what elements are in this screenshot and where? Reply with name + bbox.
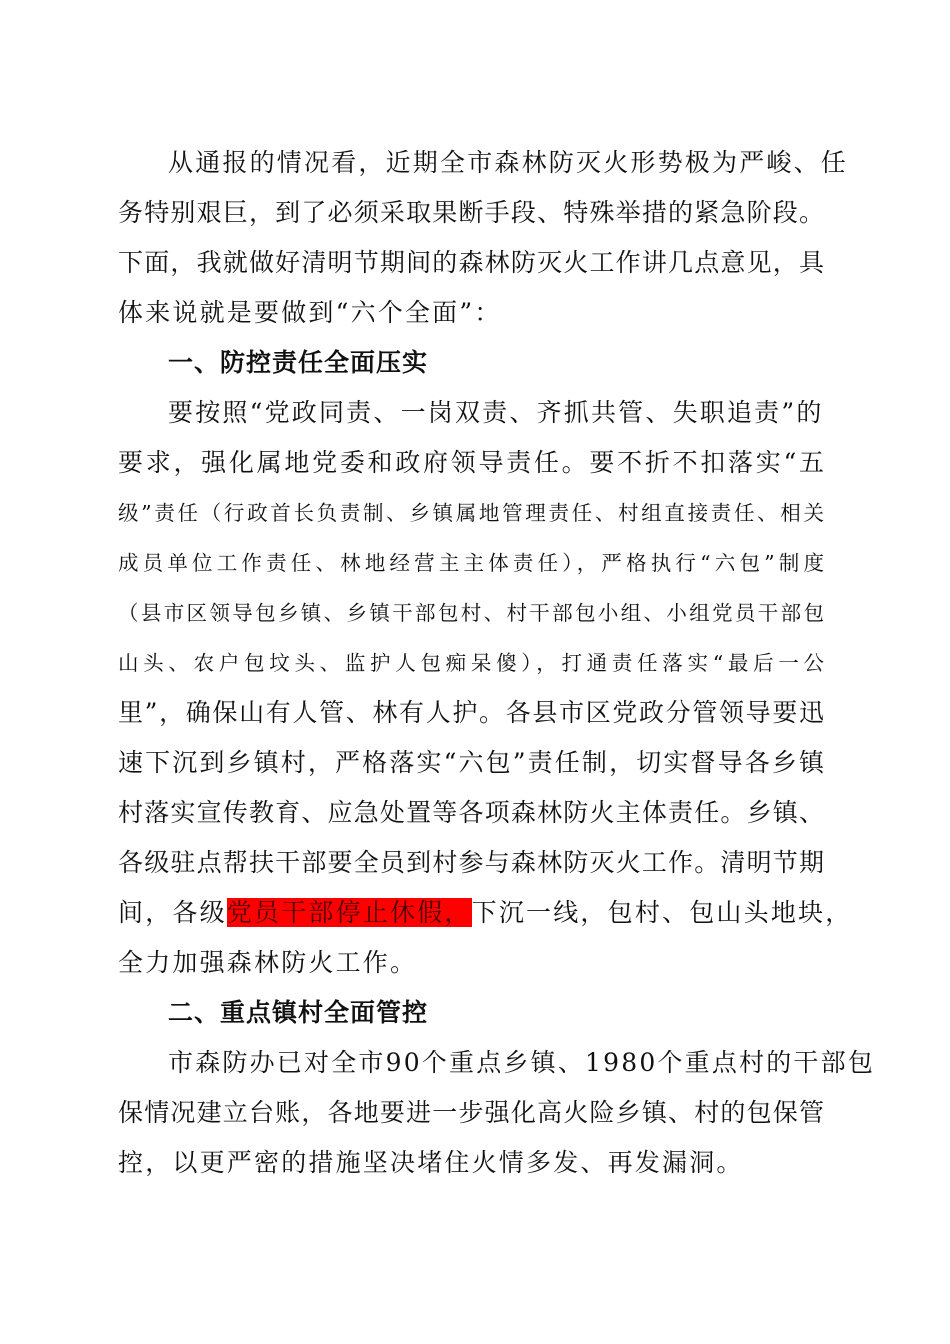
paragraph-1-line-12: 全力加强森林防火工作。	[118, 948, 418, 977]
section-heading-1: 一、防控责任全面压实	[168, 348, 429, 377]
paragraph-1-line-10: 各级驻点帮扶干部要全员到村参与森林防灭火工作。清明节期	[118, 848, 824, 877]
paragraph-1-line-3: 级”责任（行政首长负责制、乡镇属地管理责任、村组直接责任、相关	[118, 501, 824, 525]
paragraph-1-line-11	[118, 888, 853, 938]
paragraph-2-line-3: 控，以更严密的措施坚决堵住火情多发、再发漏洞。	[118, 1148, 744, 1177]
section-heading-2: 二、重点镇村全面管控	[168, 998, 429, 1027]
paragraph-2-line-2: 保情况建立台账，各地要进一步强化高火险乡镇、村的包保管	[118, 1098, 824, 1127]
paragraph-1-line-9: 村落实宣传教育、应急处置等各项森林防火主体责任。乡镇、	[118, 798, 824, 827]
paragraph-1-line-5: （县市区领导包乡镇、乡镇干部包村、村干部包小组、小组党员干部包	[118, 601, 824, 625]
paragraph-1-line-2: 要求，强化属地党委和政府领导责任。要不折不扣落实“五	[118, 448, 824, 477]
paragraph-1-line-1: 要按照“党政同责、一岗双责、齐抓共管、失职追责”的	[168, 398, 824, 427]
paragraph-intro-line-3: 下面，我就做好清明节期间的森林防灭火工作讲几点意见，具	[118, 248, 824, 277]
line-text: 间，各级	[118, 898, 227, 927]
paragraph-intro-line-4: 体来说就是要做到“六个全面”：	[118, 298, 502, 327]
paragraph-1-line-4: 成员单位工作责任、林地经营主主体责任），严格执行“六包”制度	[118, 551, 824, 575]
paragraph-2-line-1: 市森防办已对全市90个重点乡镇、1980个重点村的干部包	[168, 1048, 876, 1077]
paragraph-1-line-7: 里”，确保山有人管、林有人护。各县市区党政分管领导要迅	[118, 698, 824, 727]
paragraph-1-line-6: 山头、农户包坟头、监护人包痴呆傻），打通责任落实“最后一公	[118, 651, 824, 675]
line-text: 下沉一线，包村、包山头地块，	[471, 898, 853, 927]
paragraph-intro-line-1: 从通报的情况看，近期全市森林防灭火形势极为严峻、任	[168, 148, 849, 177]
paragraph-intro-line-2: 务特别艰巨，到了必须采取果断手段、特殊举措的紧急阶段。	[118, 198, 824, 227]
paragraph-1-line-8: 速下沉到乡镇村，严格落实“六包”责任制，切实督导各乡镇	[118, 748, 824, 777]
highlighted-text: 党员干部停止休假，	[226, 898, 472, 927]
